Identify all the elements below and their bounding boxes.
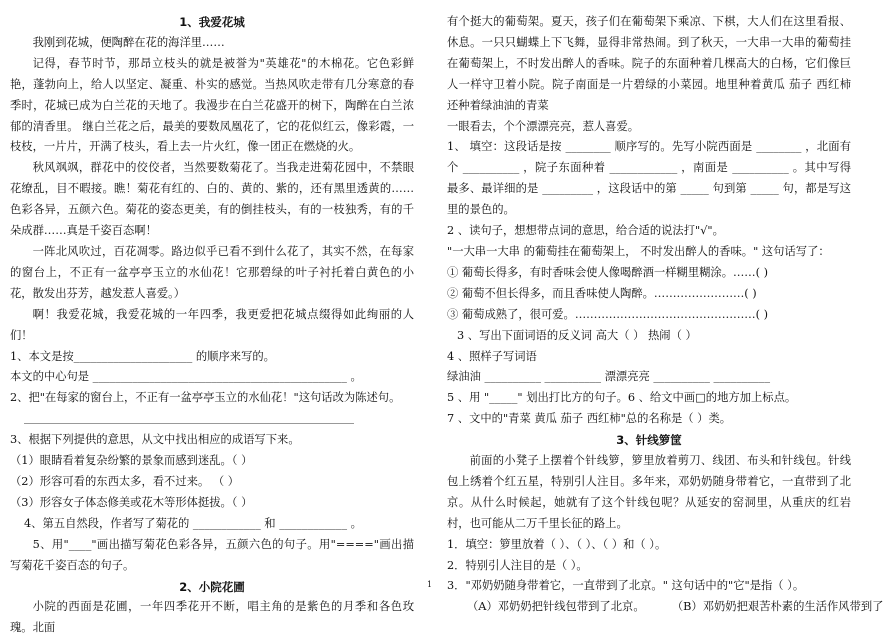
question: 3．"邓奶奶随身带着它，一直带到了北京。" 这句话中的"它"是指（ ）。 (447, 579, 805, 593)
answer-line (24, 409, 354, 424)
paragraph: 有个挺大的葡萄架。夏天，孩子们在葡萄架下乘凉、下棋，大人们在这里看报、休息。一只只蝴蝶上下飞舞，显得非常热闹。到了秋天，一大串一大串的葡萄挂在葡萄架上，不时发出醉人的香味。院子的东面种着几棵高大的白杨，它们像巨人一样守卫着小院。院子南面是一片碧绿的小菜园。地里种着黄瓜 茄子 西红柿 还种着绿油油的青菜 (447, 15, 851, 112)
passage-title-2: 2、小院花圃 (179, 579, 245, 594)
question: 1、 填空：这段话是按 ________ 顺序写的。先写小院西面是 ________ ，北面有个 __________ ，院子东面种着 ____________ ，南面是 __________ 。其中写得最多、最详细的是 _________ ，这段话中的第 _____ 句到第 _____ 句，都是写这里的景色的。 (447, 140, 851, 217)
option-b: （B）邓奶奶把艰苦朴素的生活作风带到了 (671, 600, 883, 614)
question: 3、根据下列提供的意思，从文中找出相应的成语写下来。 (10, 433, 300, 447)
paragraph: 一眼看去，个个漂漂亮亮，惹人喜爱。 (447, 119, 640, 133)
paragraph: 小院的西面是花圃，一年四季花开不断，唱主角的是紫色的月季和各色玫瑰。北面 (10, 600, 414, 635)
option-a: （A）邓奶奶把针线包带到了北京。 (467, 600, 645, 614)
right-column (447, 12, 883, 618)
options-row (447, 597, 883, 618)
question: （1）眼睛看着复杂纷繁的景象而感到迷乱。（ ） (10, 454, 253, 468)
question: 绿油油 __________ __________ 漂漂亮亮 __________ __________ (447, 370, 770, 384)
question: "一大串一大串 的葡萄挂在葡萄架上， 不时发出醉人的香味。" 这句话写了： (447, 244, 830, 258)
option: ③ 葡萄成熟了，很可爱。…………………………………………( ) (447, 307, 769, 321)
paragraph: 啊！我爱花城，我爱花城的一年四季，我更爱把花城点缀得如此绚丽的人们！ (10, 307, 414, 342)
question: （3）形容女子体态修美或花木等形体挺拔。（ ） (10, 495, 253, 509)
paragraph: 秋风飒飒，群花中的佼佼者，当然要数菊花了。当我走进菊花园中，不禁眼花缭乱，目不暇接。瞧！菊花有红的、白的、黄的、紫的，还有黑里透黄的……色彩各异，五颜六色。菊花的姿态更美，有的倒挂枝头，有的一枝独秀，有的千朵成群……真是千姿百态啊！ (10, 161, 414, 238)
page-number: 1 (427, 580, 433, 589)
question: 5 、用 "_____" 划出打比方的句子。6 、给文中画□的地方加上标点。 (447, 391, 797, 405)
question: 2．特别引人注目的是（ ）。 (447, 558, 588, 572)
option: ① 葡萄长得多，有时香味会使人像喝醉酒一样糊里糊涂。……( ) (447, 265, 769, 279)
question: 3 、写出下面词语的反义词 高大（ ） 热闹（ ） (457, 328, 697, 342)
left-column (10, 12, 414, 639)
question: 4 、照样子写词语 (447, 349, 537, 363)
paragraph: 前面的小凳子上摆着个针线箩，箩里放着剪刀、线团、布头和针线包。针线包上绣着个红五星，特别引人注目。多年来，邓奶奶随身带着它，一直带到了北京。从什么时候起，她就有了这个针线包呢？从延安的窑洞里，从重庆的红岩村，也可能从二万千里长征的路上。 (447, 454, 851, 530)
passage-title-1: 1、我爱花城 (179, 15, 245, 29)
question: 1、本文是按_____________________ 的顺序来写的。 (10, 349, 275, 363)
paragraph: 一阵北风吹过，百花凋零。路边似乎已看不到什么花了，其实不然，在每家的窗台上，不正有一盆亭亭玉立的水仙花！它那碧绿的叶子衬托着白黄色的小花，散发出芬芳，越发惹人喜爱。） (10, 244, 414, 300)
question: 4、第五自然段，作者写了菊花的 ____________ 和 ____________ 。 (24, 516, 362, 530)
question: （2）形容可看的东西太多，看不过来。 （ ） (10, 475, 240, 489)
paragraph: 记得，春节时节，那昂立枝头的就是被誉为"英雄花"的木棉花。它色彩鲜艳，蓬勃向上，给人以坚定、凝重、朴实的感觉。当热风吹走带有几分寒意的春季时，花城已成为白兰花的天地了。我漫步在白兰花盛开的树下，陶醉在白兰浓郁的清香里。 继白兰花之后，最美的要数凤凰花了，它的花似红云，像彩霞，一枝枝，一片片，开满了枝头，看上去一片火红，像一团正在燃烧的火。 (10, 56, 414, 154)
passage-title-3: 3、针线箩筐 (616, 433, 682, 448)
question: 7 、文中的"青菜 黄瓜 茄子 西红柿"总的名称是（ ）类。 (447, 412, 732, 426)
question: 2、把"在每家的窗台上，不正有一盆亭亭玉立的水仙花！"这句话改为陈述句。 (10, 391, 401, 405)
paragraph: 我刚到花城，便陶醉在花的海洋里…… (32, 35, 225, 49)
question: 本文的中心句是 _____________________________________________ 。 (10, 370, 362, 384)
question: 5、用"____"画出描写菊花色彩各异，五颜六色的句子。用"===="画出描写菊花千姿百态的句子。 (10, 537, 414, 572)
question: 1．填空：箩里放着（ ）、（ ）、（ ）和（ ）。 (447, 537, 667, 551)
question: 2 、读句子，想想带点词的意思，给合适的说法打"√"。 (447, 224, 724, 238)
option: ② 葡萄不但长得多，而且香味使人陶醉。……………………( ) (447, 286, 757, 300)
